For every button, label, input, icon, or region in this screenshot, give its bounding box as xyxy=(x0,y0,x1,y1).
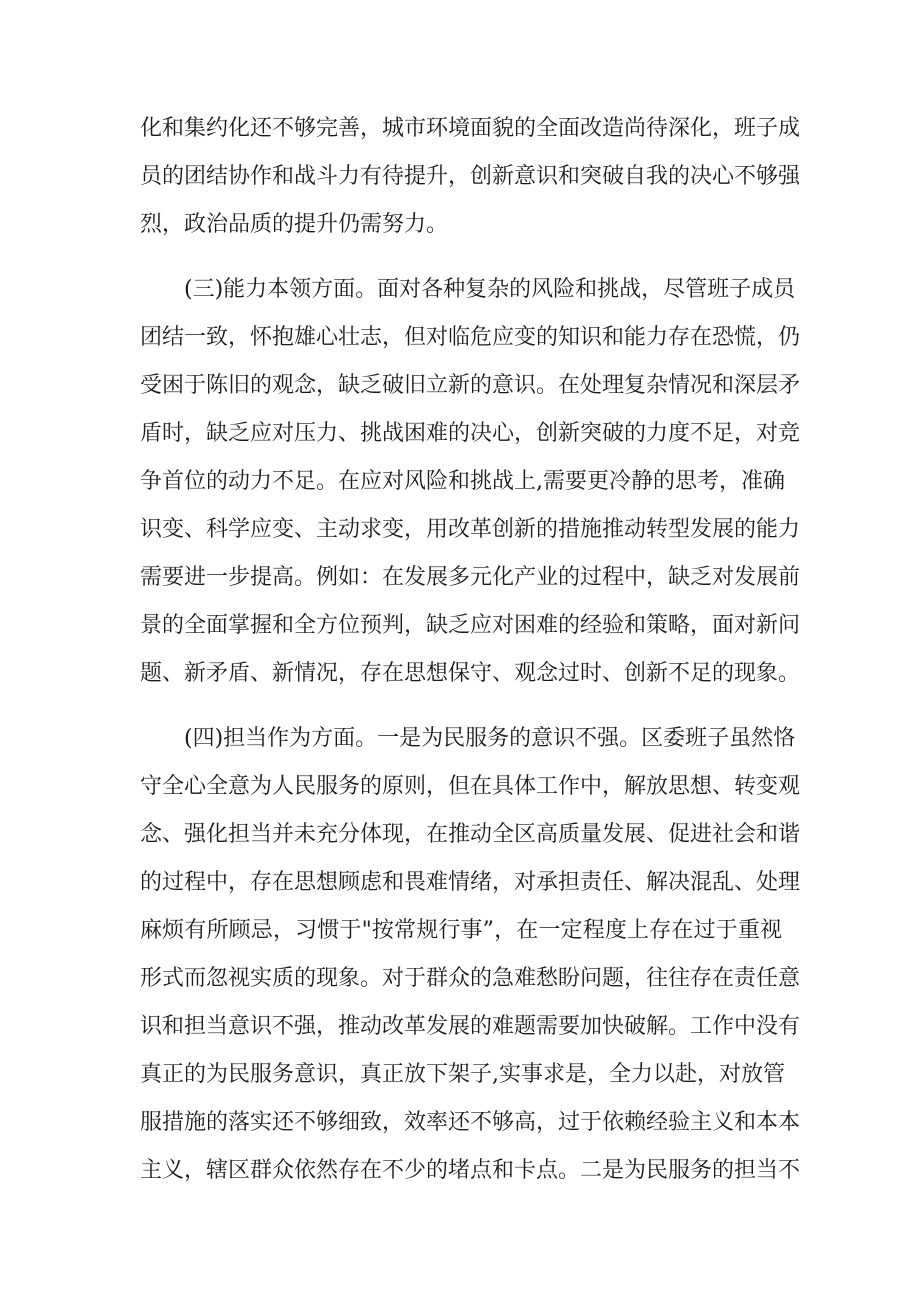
text-line: 争首位的动力不足。在应对风险和挑战上,需要更冷静的思考，准确 xyxy=(140,469,785,494)
text-line: 识和担当意识不强，推动改革发展的难题需要加快破解。工作中没有 xyxy=(140,1014,801,1039)
text-line: 受困于陈旧的观念，缺乏破旧立新的意识。在处理复杂情况和深层矛 xyxy=(140,373,801,398)
text-line: 守全心全意为人民服务的原则，但在具体工作中，解放思想、转变观 xyxy=(140,774,801,799)
text-line: 念、强化担当并未充分体现，在推动全区高质量发展、促进社会和谐 xyxy=(140,822,801,847)
body-text xyxy=(140,105,801,1195)
text-line: 需要进一步提高。例如：在发展多元化产业的过程中，缺乏对发展前 xyxy=(140,565,801,590)
text-line: 盾时，缺乏应对压力、挑战困难的决心，创新突破的力度不足，对竞 xyxy=(140,421,801,446)
text-line: 化和集约化还不够完善，城市环境面貌的全面改造尚待深化，班子成 xyxy=(140,116,801,141)
text-line: 识变、科学应变、主动求变，用改革创新的措施推动转型发展的能力 xyxy=(140,517,801,542)
text-line: 麻烦有所顾忌，习惯于"按常规行事”，在一定程度上存在过于重视 xyxy=(140,918,782,943)
paragraph-ability xyxy=(140,266,801,698)
text-line: (三)能力本领方面。面对各种复杂的风险和挑战，尽管班子成员 xyxy=(184,277,796,302)
text-line: 的过程中，存在思想顾虑和畏难情绪，对承担责任、解决混乱、处理 xyxy=(140,870,801,895)
text-line: 主义，辖区群众依然存在不少的堵点和卡点。二是为民服务的担当不 xyxy=(140,1158,801,1183)
text-line: 服措施的落实还不够细致，效率还不够高，过于依赖经验主义和本本 xyxy=(140,1110,801,1135)
text-line: 景的全面掌握和全方位预判，缺乏应对困难的经验和策略，面对新问 xyxy=(140,613,801,638)
paragraph-continuation xyxy=(140,105,801,249)
text-line: 员的团结协作和战斗力有待提升，创新意识和突破自我的决心不够强 xyxy=(140,164,801,189)
text-line: 题、新矛盾、新情况，存在思想保守、观念过时、创新不足的现象。 xyxy=(140,661,801,686)
text-line: 烈，政治品质的提升仍需努力。 xyxy=(140,212,449,237)
text-line: (四)担当作为方面。一是为民服务的意识不强。区委班子虽然恪 xyxy=(184,726,796,751)
paragraph-responsibility xyxy=(140,715,801,1195)
text-line: 团结一致，怀抱雄心壮志，但对临危应变的知识和能力存在恐慌，仍 xyxy=(140,325,801,350)
text-line: 真正的为民服务意识，真正放下架子,实事求是，全力以赴，对放管 xyxy=(140,1062,785,1087)
text-line: 形式而忽视实质的现象。对于群众的急难愁盼问题，往往存在责任意 xyxy=(140,966,801,991)
